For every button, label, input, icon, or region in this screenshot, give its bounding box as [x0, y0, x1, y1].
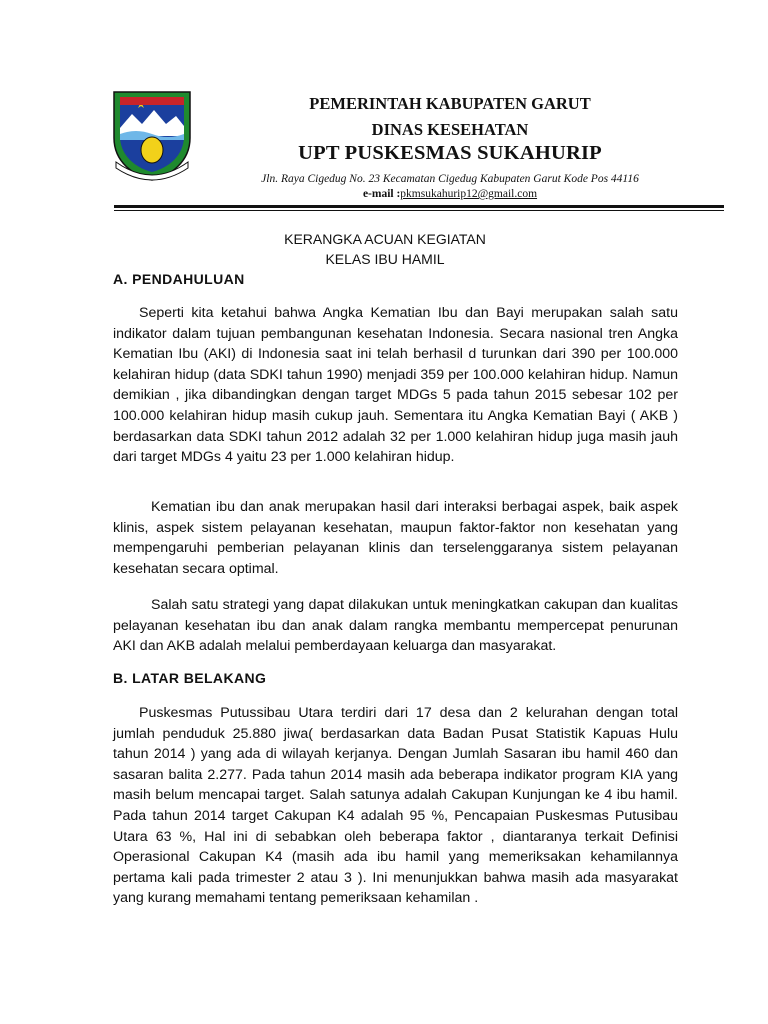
- document-subtitle: KELAS IBU HAMIL: [325, 251, 445, 267]
- letterhead-line2: DINAS KESEHATAN: [371, 120, 529, 139]
- letterhead-rule-thin: [114, 210, 724, 211]
- kabupaten-garut-emblem-icon: [108, 88, 196, 182]
- letterhead-address: Jln. Raya Cigedug No. 23 Kecamatan Cigedug Kabupaten Garut Kode Pos 44116: [261, 173, 639, 185]
- email-label: e-mail :: [362, 188, 401, 200]
- paragraph-1: Seperti kita ketahui bahwa Angka Kematian Ibu dan Bayi merupakan salah satu indikator dalam tujuan pembangunan kesehatan Indonesia. Secara nasional tren Angka Kematian Ibu (AKI) di Indonesia saat ini telah berhasil d turunkan dari 390 per 100.000 kelahiran hidup (data SDKI tahun 1990) menjadi 359 per 100.000 kelahiran hidup. Namun demikian , jika dibandingkan dengan target MDGs 5 pada tahun 2015 sebesar 102 per 100.000 kelahiran hidup masih cukup jauh. Sementara itu Angka Kematian Bayi ( AKB ) berdasarkan data SDKI tahun 2012 adalah 32 per 1.000 kelahiran hidup juga masih jauh dari target MDGs 4 yaitu 23 per 1.000 kelahiran hidup.: [113, 305, 678, 466]
- letterhead-rule-thick: [114, 205, 724, 208]
- letterhead-line3: UPT PUSKESMAS SUKAHURIP: [298, 142, 602, 164]
- section-heading-a: A. PENDAHULUAN: [113, 271, 245, 287]
- document-title: KERANGKA ACUAN KEGIATAN: [284, 231, 486, 247]
- section-heading-b: B. LATAR BELAKANG: [113, 670, 267, 686]
- paragraph-4: Puskesmas Putussibau Utara terdiri dari 17 desa dan 2 kelurahan dengan total jumlah penduduk 25.880 jiwa( berdasarkan data Badan Pusat Statistik Kapuas Hulu tahun 2014 ) yang ada di wilayah kerjanya. Dengan Jumlah Sasaran ibu hamil 460 dan sasaran balita 2.277. Pada tahun 2014 masih ada beberapa indikator program KIA yang masih belum mencapai target. Salah satunya adalah Cakupan Kunjungan ke 4 ibu hamil. Pada tahun 2014 target Cakupan K4 adalah 95 %, Pencapaian Puskesmas Putusibau Utara 63 %, Hal ini di sebabkan oleh beberapa faktor , diantaranya terkait Definisi Operasional Cakupan K4 (masih ada ibu hamil yang memeriksakan kehamilannya pertama kali pada trimester 2 atau 3 ). Ini menunjukkan bahwa masih ada masyarakat yang kurang memahami tentang pemeriksaan kehamilan .: [113, 705, 678, 907]
- paragraph-3: Salah satu strategi yang dapat dilakukan untuk meningkatkan cakupan dan kualitas pelayanan kesehatan ibu dan anak dalam rangka membantu mempercepat penurunan AKI dan AKB adalah melalui pemberdayaan keluarga dan masyarakat.: [113, 597, 678, 655]
- email-link[interactable]: pkmsukahurip12@gmail.com: [400, 188, 538, 200]
- letterhead-email-row: [200, 188, 700, 200]
- paragraph-2: Kematian ibu dan anak merupakan hasil dari interaksi berbagai aspek, baik aspek klinis, aspek sistem pelayanan kesehatan, maupun faktor-faktor non kesehatan yang mempengaruhi pemberian pelayanan klinis dan terselenggaranya sistem pelayanan kesehatan secara optimal.: [113, 499, 678, 577]
- letterhead-line1: PEMERINTAH KABUPATEN GARUT: [309, 94, 591, 113]
